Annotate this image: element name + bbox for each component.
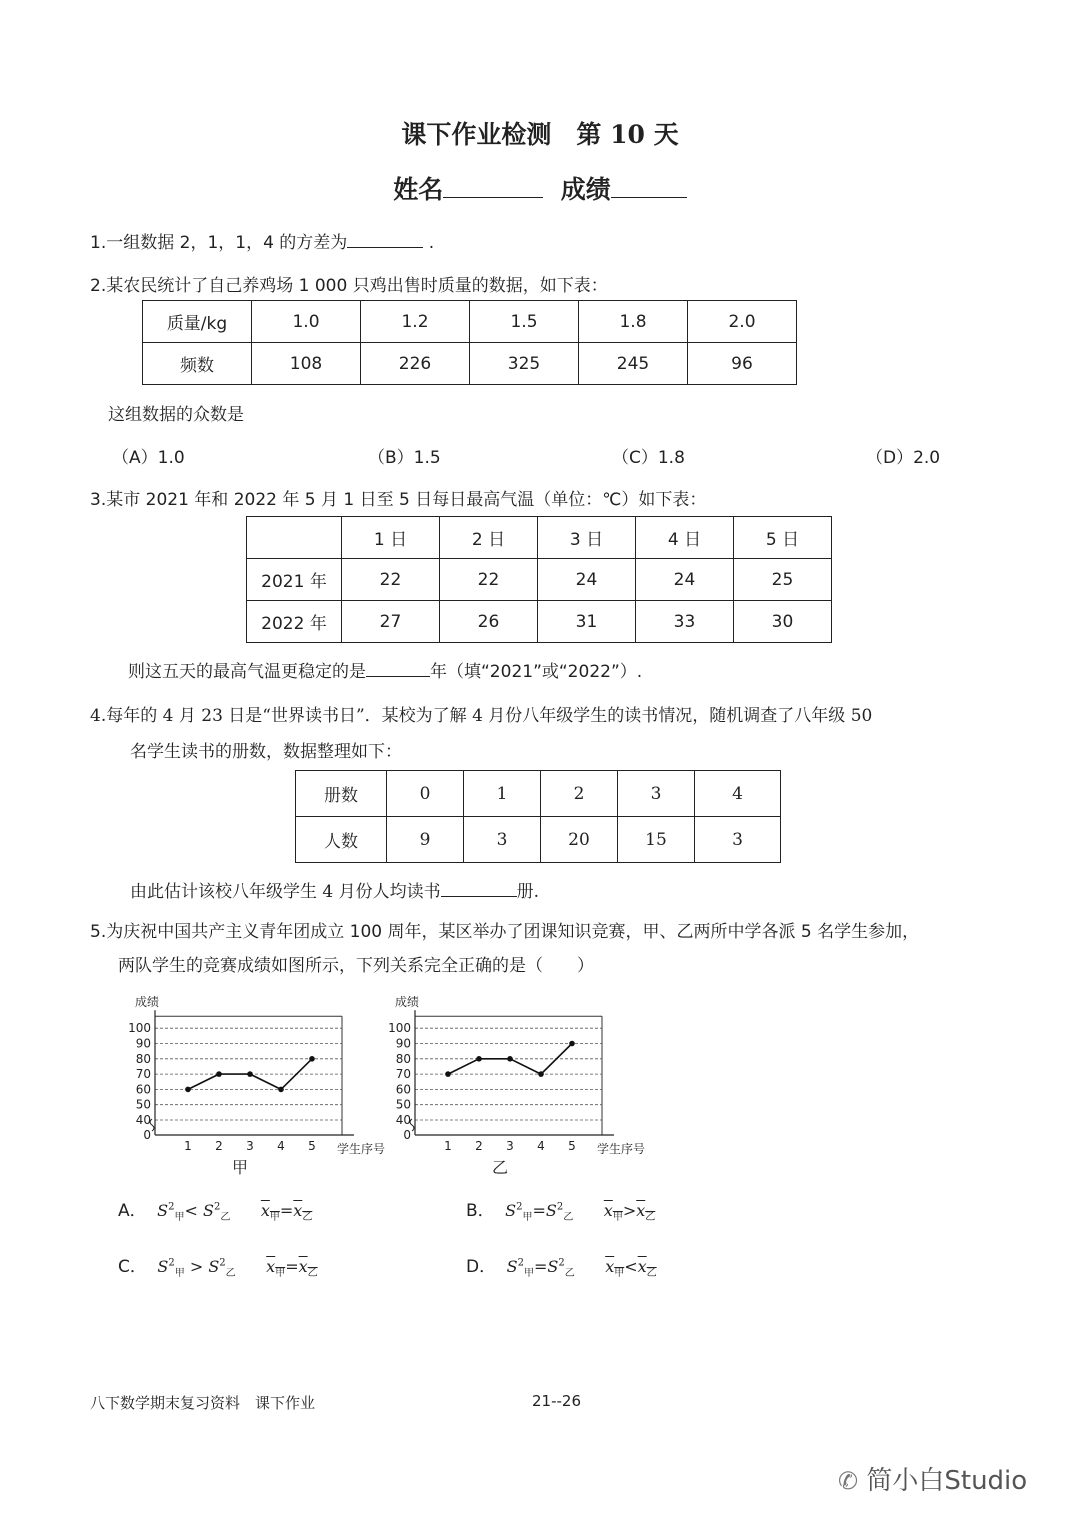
chart-yi xyxy=(370,985,670,1180)
y-tick-label: 100 xyxy=(388,1021,411,1036)
relation: > xyxy=(189,1257,204,1276)
y-tick-label: 0 xyxy=(143,1128,151,1142)
y-tick-label: 60 xyxy=(395,1082,411,1097)
q3-table-cell: 4 日 xyxy=(636,517,734,559)
y-axis-label: 成绩 xyxy=(135,995,160,1010)
data-point xyxy=(445,1071,451,1077)
x-tick-label: 4 xyxy=(277,1139,285,1153)
q3-table-cell xyxy=(247,517,342,559)
x-bar: x xyxy=(293,1201,303,1220)
q4-table-cell: 3 xyxy=(464,817,541,863)
q2-table-cell: 1.8 xyxy=(579,301,688,343)
q3-table-cell: 27 xyxy=(342,601,440,643)
q2-table xyxy=(142,300,797,385)
data-point xyxy=(309,1056,315,1062)
relation: = xyxy=(279,1201,294,1220)
q3-table-cell: 24 xyxy=(636,559,734,601)
x-tick-label: 3 xyxy=(246,1139,254,1153)
q2-table-cell: 108 xyxy=(252,343,361,385)
q2-text: 2.某农民统计了自己养鸡场 1 000 只鸡出售时质量的数据，如下表： xyxy=(90,276,608,296)
q3-table-cell: 5 日 xyxy=(734,517,832,559)
q5-text-line1: 5.为庆祝中国共产主义青年团成立 100 周年，某区举办了团课知识竞赛，甲、乙两所中学各派 5 名学生参加， xyxy=(90,922,920,942)
y-tick-label: 100 xyxy=(128,1021,151,1036)
q4-table-cell: 1 xyxy=(464,771,541,817)
y-tick-label: 70 xyxy=(395,1067,411,1082)
exp: 2 xyxy=(558,1257,565,1269)
q4-table-cell: 15 xyxy=(618,817,695,863)
option-b-math xyxy=(500,1201,656,1224)
q3-blank[interactable] xyxy=(366,658,430,677)
q3-table-cell: 30 xyxy=(734,601,832,643)
sub-jia: 甲 xyxy=(612,1212,623,1224)
exp: 2 xyxy=(168,1201,175,1213)
exp: 2 xyxy=(213,1201,221,1213)
q4-blank[interactable] xyxy=(441,878,517,897)
q4-table-cell: 20 xyxy=(541,817,618,863)
wechat-icon: ✆ xyxy=(838,1467,859,1495)
q3-table-cell: 24 xyxy=(538,559,636,601)
y-tick-label: 70 xyxy=(135,1067,151,1082)
q3-table-cell: 25 xyxy=(734,559,832,601)
q4-table-cell: 0 xyxy=(387,771,464,817)
q1-blank[interactable] xyxy=(347,229,423,248)
score-blank[interactable] xyxy=(611,179,687,198)
q1-text: 1.一组数据 2，1，1，4 的方差为 xyxy=(90,233,348,253)
q3-table-cell: 31 xyxy=(538,601,636,643)
sub-yi: 乙 xyxy=(302,1212,313,1224)
q3-table-cell: 33 xyxy=(636,601,734,643)
x-axis-label: 学生序号 xyxy=(597,1142,646,1156)
q2-table-cell: 1.5 xyxy=(470,301,579,343)
s-symbol: S xyxy=(545,1201,557,1220)
q5-option-a[interactable] xyxy=(118,1196,312,1223)
option-a-label: A． xyxy=(118,1201,147,1221)
q3-table-row xyxy=(247,517,832,559)
s-symbol: S xyxy=(506,1257,518,1276)
q2-table-row xyxy=(143,301,797,343)
data-point xyxy=(278,1087,284,1093)
watermark xyxy=(838,1460,1027,1497)
x-tick-label: 2 xyxy=(475,1139,483,1153)
q4-table-cell: 人数 xyxy=(296,817,387,863)
exp: 2 xyxy=(517,1257,524,1269)
sub-yi: 乙 xyxy=(220,1212,231,1224)
q2-table-cell: 质量/kg xyxy=(143,301,252,343)
q5-option-c[interactable] xyxy=(118,1252,318,1279)
exp: 2 xyxy=(516,1201,523,1213)
x-tick-label: 3 xyxy=(506,1139,514,1153)
option-d-label: D． xyxy=(466,1257,497,1277)
name-score-line xyxy=(0,170,1080,206)
y-tick-label: 60 xyxy=(135,1082,151,1097)
x-bar: x xyxy=(603,1201,613,1220)
option-a-math xyxy=(152,1201,313,1224)
name-label: 姓名 xyxy=(393,175,444,204)
x-tick-label: 5 xyxy=(568,1139,576,1153)
x-tick-label: 4 xyxy=(537,1139,545,1153)
s-symbol: S xyxy=(202,1201,214,1220)
watermark-text: 简小白Studio xyxy=(866,1466,1028,1496)
q4-table-cell: 4 xyxy=(695,771,781,817)
data-point xyxy=(185,1087,191,1093)
data-point xyxy=(569,1041,575,1047)
data-point xyxy=(476,1056,482,1062)
sub-yi: 乙 xyxy=(563,1212,574,1224)
exp: 2 xyxy=(168,1257,175,1269)
option-d-math xyxy=(502,1257,657,1280)
y-tick-label: 90 xyxy=(395,1036,411,1051)
sub-jia: 甲 xyxy=(174,1212,185,1224)
y-tick-label: 80 xyxy=(395,1051,411,1066)
q3-question-a: 则这五天的最高气温更稳定的是 xyxy=(128,662,366,682)
q2-table-cell: 325 xyxy=(470,343,579,385)
relation: < xyxy=(624,1257,638,1276)
q3-table-cell: 22 xyxy=(342,559,440,601)
chart-jia xyxy=(110,985,386,1180)
sub-yi: 乙 xyxy=(645,1212,656,1224)
q4-table-row xyxy=(296,771,781,817)
x-bar: x xyxy=(636,1201,646,1220)
q4-table-row xyxy=(296,817,781,863)
sub-jia: 甲 xyxy=(269,1212,280,1224)
data-point xyxy=(538,1071,544,1077)
x-bar: x xyxy=(637,1257,647,1276)
chart-title: 乙 xyxy=(492,1158,509,1177)
s-symbol: S xyxy=(157,1201,169,1220)
x-axis-label: 学生序号 xyxy=(337,1142,386,1156)
data-point xyxy=(507,1056,513,1062)
q3-table-cell: 3 日 xyxy=(538,517,636,559)
q4-table-cell: 2 xyxy=(541,771,618,817)
x-bar: x xyxy=(605,1257,615,1276)
x-bar: x xyxy=(298,1257,308,1276)
y-tick-label: 40 xyxy=(395,1113,411,1127)
q3-question xyxy=(128,657,642,682)
q5-option-b[interactable] xyxy=(466,1196,655,1223)
x-bar: x xyxy=(260,1201,270,1220)
x-tick-label: 1 xyxy=(444,1139,452,1153)
question-1 xyxy=(90,228,434,253)
y-tick-label: 50 xyxy=(395,1097,411,1112)
sub-jia: 甲 xyxy=(523,1268,534,1280)
q2-option-c[interactable]: （C）1.8 xyxy=(612,448,685,468)
s-symbol: S xyxy=(505,1201,517,1220)
q3-table xyxy=(246,516,832,643)
q3-table-row xyxy=(247,559,832,601)
q1-tail: . xyxy=(428,233,435,253)
chart-title: 甲 xyxy=(232,1158,249,1177)
s-symbol: S xyxy=(547,1257,559,1276)
q2-question: 这组数据的众数是 xyxy=(108,405,244,425)
y-tick-label: 50 xyxy=(135,1097,151,1112)
relation: = xyxy=(533,1257,548,1276)
s-symbol: S xyxy=(208,1257,220,1276)
q2-table-row xyxy=(143,343,797,385)
q4-table-cell: 3 xyxy=(695,817,781,863)
q4-question-a: 由此估计该校八年级学生 4 月份人均读书 xyxy=(130,882,441,902)
sub-jia: 甲 xyxy=(614,1268,625,1280)
x-tick-label: 2 xyxy=(215,1139,223,1153)
s-symbol: S xyxy=(157,1257,169,1276)
score-label: 成绩 xyxy=(560,175,611,204)
q3-table-cell: 1 日 xyxy=(342,517,440,559)
sub-jia: 甲 xyxy=(174,1268,185,1280)
q4-question xyxy=(130,877,539,902)
q4-question-b: 册. xyxy=(516,882,540,902)
q4-table xyxy=(295,770,781,863)
sub-yi: 乙 xyxy=(564,1268,575,1280)
q2-option-d[interactable]: （D）2.0 xyxy=(866,448,941,468)
q5-option-d[interactable] xyxy=(466,1252,657,1279)
q3-text: 3.某市 2021 年和 2022 年 5 月 1 日至 5 日每日最高气温（单位：℃）如下表： xyxy=(90,490,707,510)
q3-table-cell: 2021 年 xyxy=(247,559,342,601)
sub-yi: 乙 xyxy=(225,1268,236,1280)
footer-left: 八下数学期末复习资料 课下作业 xyxy=(90,1394,316,1412)
relation: = xyxy=(285,1257,299,1276)
q2-table-cell: 226 xyxy=(361,343,470,385)
y-tick-label: 40 xyxy=(135,1113,151,1127)
q3-table-row xyxy=(247,601,832,643)
q2-table-cell: 245 xyxy=(579,343,688,385)
option-c-label: C． xyxy=(118,1257,147,1277)
q3-question-b: 年（填“2021”或“2022”）. xyxy=(430,662,643,682)
sub-yi: 乙 xyxy=(307,1268,318,1280)
relation: > xyxy=(622,1201,637,1220)
q2-table-cell: 1.2 xyxy=(361,301,470,343)
exp: 2 xyxy=(556,1201,564,1213)
y-tick-label: 90 xyxy=(135,1036,151,1051)
q3-table-cell: 26 xyxy=(440,601,538,643)
relation: < xyxy=(184,1201,198,1220)
sub-yi: 乙 xyxy=(646,1268,657,1280)
name-blank[interactable] xyxy=(443,179,543,198)
q2-table-cell: 2.0 xyxy=(688,301,797,343)
relation: = xyxy=(532,1201,546,1220)
data-point xyxy=(247,1071,253,1077)
exp: 2 xyxy=(219,1257,226,1269)
q3-table-cell: 22 xyxy=(440,559,538,601)
data-point xyxy=(216,1071,222,1077)
q4-text-line1: 4.每年的 4 月 23 日是“世界读书日”．某校为了解 4 月份八年级学生的读书情况，随机调查了八年级 50 xyxy=(90,706,873,726)
q4-table-cell: 9 xyxy=(387,817,464,863)
q3-table-cell: 2 日 xyxy=(440,517,538,559)
x-tick-label: 1 xyxy=(184,1139,192,1153)
q4-text-line2: 名学生读书的册数，数据整理如下： xyxy=(130,742,402,762)
q2-table-cell: 1.0 xyxy=(252,301,361,343)
q2-table-cell: 频数 xyxy=(143,343,252,385)
page-title: 课下作业检测 第 10 天 xyxy=(401,120,679,149)
option-c-math xyxy=(152,1257,318,1280)
x-tick-label: 5 xyxy=(308,1139,316,1153)
y-tick-label: 80 xyxy=(135,1051,151,1066)
q5-text-line2: 两队学生的竞赛成绩如图所示，下列关系完全正确的是（ ） xyxy=(118,956,594,976)
q2-option-b[interactable]: （B）1.5 xyxy=(368,448,441,468)
y-tick-label: 0 xyxy=(403,1128,411,1142)
sub-jia: 甲 xyxy=(522,1212,533,1224)
q2-option-a[interactable]: （A）1.0 xyxy=(112,448,185,468)
q4-table-cell: 册数 xyxy=(296,771,387,817)
option-b-label: B． xyxy=(466,1201,495,1221)
x-bar: x xyxy=(266,1257,276,1276)
q2-table-cell: 96 xyxy=(688,343,797,385)
y-axis-label: 成绩 xyxy=(395,995,420,1010)
page-number: 21--26 xyxy=(532,1392,581,1410)
q4-table-cell: 3 xyxy=(618,771,695,817)
q3-table-cell: 2022 年 xyxy=(247,601,342,643)
sub-jia: 甲 xyxy=(275,1268,286,1280)
